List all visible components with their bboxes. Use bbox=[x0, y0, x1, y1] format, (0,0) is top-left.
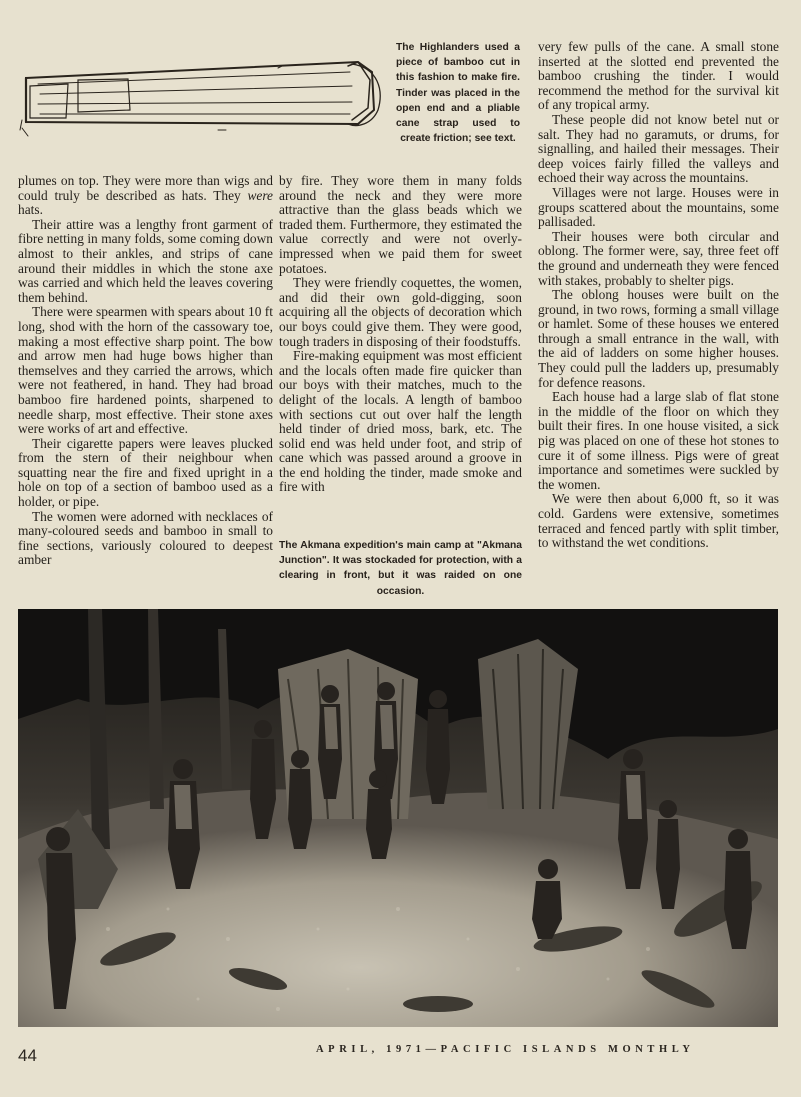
paragraph: Villages were not large. Houses were in groups scattered about the mountains, some pallisaded. bbox=[538, 184, 779, 230]
text-column-left bbox=[18, 174, 273, 568]
camp-photograph bbox=[18, 609, 778, 1027]
emphasis: were bbox=[247, 187, 273, 203]
paragraph: The oblong houses were built on the ground, in two rows, forming a small village or hamlet. Some of these houses we entered through a small entrance in the wall, with the aid of ladders on some higher houses. They could pull the ladders up, presumably for defence reasons. bbox=[538, 287, 779, 390]
paragraph: very few pulls of the cane. A small stone inserted at the slotted end prevented the bamboo crushing the tinder. I would recommend the method for the survival kit of any tropical army. bbox=[538, 39, 779, 113]
bamboo-illustration bbox=[18, 50, 390, 138]
publication-footer: APRIL, 1971—PACIFIC ISLANDS MONTHLY bbox=[316, 1044, 695, 1055]
paragraph: There were spearmen with spears about 10 ft long, shod with the horn of the cassowary toe, making a most effective sharp point. The bow and arrow men had huge bows higher than themselves and they carried the arrows, which were not feathered, in hand. They had broad bamboo fire hardened points, sharpened to needle sharp, most effective. Their stone axes were works of art and effective. bbox=[18, 304, 273, 437]
paragraph: by fire. They wore them in many folds around the neck and they were more attractive than the glass beads which we traded them. Furthermore, they estimated the value correctly and were not overly-impressed when we paid them for sweet potatoes. bbox=[279, 173, 522, 276]
text-column-middle bbox=[279, 174, 522, 495]
camp-photo-caption: The Akmana expedition's main camp at "Akmana Junction". It was stockaded for protection, with a clearing in front, but it was raided on one occasion. bbox=[279, 540, 522, 597]
paragraph: The women were adorned with necklaces of many-coloured seeds and bamboo in small to fine sections, variously coloured to deepest amber bbox=[18, 508, 273, 568]
page-number: 44 bbox=[18, 1046, 37, 1065]
paragraph bbox=[18, 174, 273, 218]
paragraph: They were friendly coquettes, the women, and did their own gold-digging, soon acquiring all the objects of decoration which our boys could give them. They were good, tough traders in disposing of their foodstuffs. bbox=[279, 275, 522, 349]
paragraph: Their attire was a lengthy front garment of fibre netting in many folds, some coming down almost to their ankles, and strips of cane around their middles in which the stone axe was carried and which held the leaves covering them behind. bbox=[18, 216, 273, 305]
paragraph: These people did not know betel nut or salt. They had no garamuts, or drums, for signalling, and hailed their messages. Their deep voices fairly filled the valleys and echoed their way across the mountains. bbox=[538, 111, 779, 186]
paragraph: Their houses were both circular and oblong. The former were, say, three feet off the ground and underneath they were fenced with stakes, probably to shelter pigs. bbox=[538, 228, 779, 288]
paragraph: Their cigarette papers were leaves plucked from the stern of their neighbour when squatting near the fire and fixed upright in a hole on top of a section of bamboo used as a holder, or pipe. bbox=[18, 435, 273, 510]
text-span: plumes on top. They were more than wigs and could truly be described as hats. They bbox=[18, 173, 273, 203]
paragraph: Fire-making equipment was most efficient and the locals often made fire quicker than our boys with their matches, much to the delight of the locals. A length of bamboo with sections cut out over half the length held tinder of dried moss, bark, etc. The solid end was held under foot, and strip of cane which was passed around a groove in the end holding the tinder, made smoke and fire with bbox=[279, 348, 522, 495]
paragraph: We were then about 6,000 ft, so it was cold. Gardens were extensive, sometimes terraced and fenced partly with split timber, to withstand the wet conditions. bbox=[538, 491, 779, 551]
paragraph: Each house had a large slab of flat stone in the middle of the floor on which they built their fires. In one house visited, a sick pig was placed on one of these hot stones to cure it of some illness. Pigs were of great importance and sometimes were suckled by the women. bbox=[538, 389, 779, 492]
bamboo-caption: The Highlanders used a piece of bamboo cut in this fashion to make fire. Tinder was placed in the open end and a pliable cane strap used to create friction; see text. bbox=[396, 42, 520, 145]
text-column-right bbox=[538, 40, 779, 551]
text-span: hats. bbox=[18, 202, 43, 218]
